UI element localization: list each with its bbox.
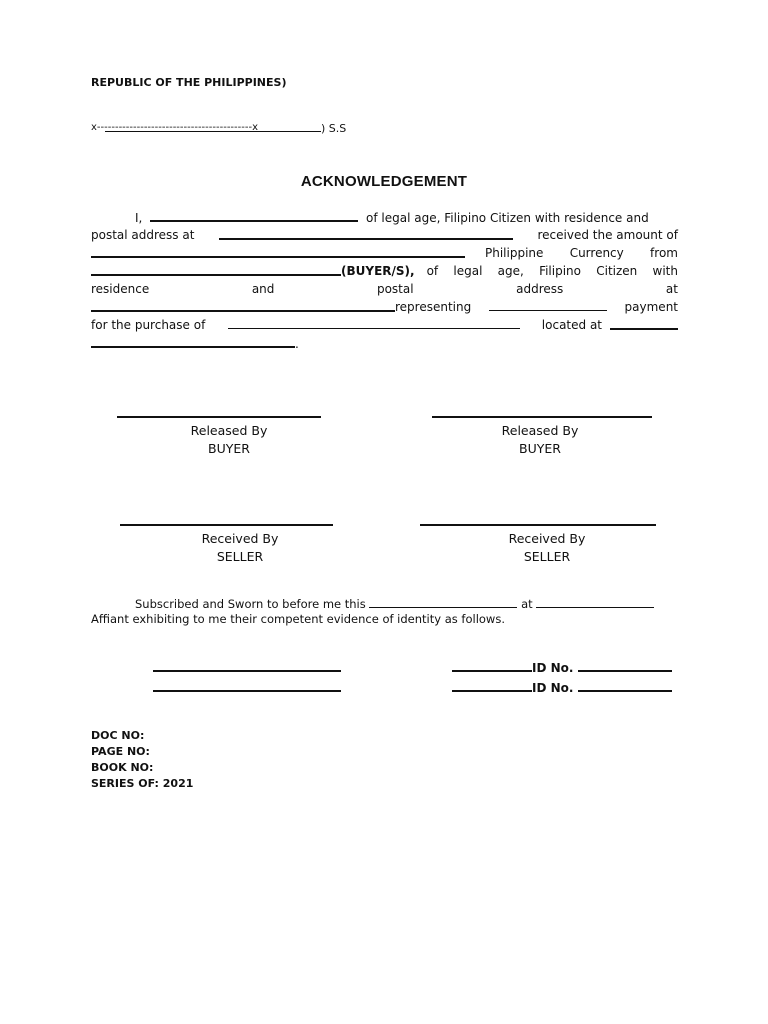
property-blank[interactable] xyxy=(228,316,520,329)
buyer-name-blank[interactable] xyxy=(91,262,341,276)
body-text: from xyxy=(650,246,678,260)
body-text: with xyxy=(652,264,678,278)
id-no-label: ID No. xyxy=(532,681,574,695)
id-row-1 xyxy=(452,658,672,675)
signature-line-received-left[interactable] xyxy=(120,524,333,526)
body-line-6 xyxy=(91,298,678,316)
body-text: located at xyxy=(541,318,603,332)
series: SERIES OF: 2021 xyxy=(91,777,194,790)
id-row-2 xyxy=(452,678,672,695)
body-text: at xyxy=(665,282,678,296)
jurat-line-2: Affiant exhibiting to me their competent evidence of identity as follows. xyxy=(91,612,505,626)
address-blank[interactable] xyxy=(219,226,513,240)
body-text: of xyxy=(426,264,439,278)
body-line-4 xyxy=(91,262,678,280)
affiant-name-row-2 xyxy=(153,678,341,695)
body-line-8 xyxy=(91,334,678,352)
body-text: Filipino xyxy=(539,264,581,278)
x-line: x-------------------------------------------x xyxy=(91,122,258,133)
body-line-3 xyxy=(91,244,678,262)
body-text: representing xyxy=(395,300,472,314)
book-no: BOOK NO: xyxy=(91,761,154,774)
signature-line-released-left[interactable] xyxy=(117,416,321,418)
amount-blank[interactable] xyxy=(91,244,465,258)
body-line-1 xyxy=(91,208,678,226)
buyer-label: (BUYER/S), xyxy=(341,264,415,278)
body-text: residence xyxy=(91,282,150,296)
id-number-blank[interactable] xyxy=(578,658,672,672)
jurat-date-blank[interactable] xyxy=(369,595,517,608)
jurat-text: Subscribed and Sworn to before me this xyxy=(135,597,366,611)
affiant-name-row-1 xyxy=(153,658,341,675)
location-blank-1[interactable] xyxy=(610,316,678,330)
buyer-label: BUYER xyxy=(208,441,250,456)
notarial-register xyxy=(91,728,193,792)
body-text: I, xyxy=(135,211,143,225)
body-text: and xyxy=(251,282,275,296)
body-line-5 xyxy=(91,280,678,298)
body-text: postal address at xyxy=(91,228,195,242)
acknowledgement-paragraph xyxy=(91,208,678,352)
affiant-name-blank[interactable] xyxy=(153,658,341,672)
body-text: for the purchase of xyxy=(91,318,206,332)
id-type-blank[interactable] xyxy=(452,678,532,692)
body-text: age, xyxy=(497,264,524,278)
id-number-blank[interactable] xyxy=(578,678,672,692)
representing-blank[interactable] xyxy=(489,298,607,311)
id-no-label: ID No. xyxy=(532,661,574,675)
body-line-7 xyxy=(91,316,678,334)
jurat-place-blank[interactable] xyxy=(536,595,654,608)
body-text: payment xyxy=(624,300,679,314)
name-blank[interactable] xyxy=(150,208,358,222)
body-text: Currency xyxy=(569,246,624,260)
released-by-label: Released By xyxy=(501,423,579,438)
doc-no: DOC NO: xyxy=(91,729,145,742)
jurat-line-1 xyxy=(91,595,654,611)
received-by-label: Received By xyxy=(508,531,586,546)
buyer-address-blank[interactable] xyxy=(91,298,395,312)
body-text: received the amount of xyxy=(537,228,678,242)
body-text: address xyxy=(516,282,564,296)
document-title: ACKNOWLEDGEMENT xyxy=(300,173,468,190)
signature-line-received-right[interactable] xyxy=(420,524,656,526)
body-text: . xyxy=(295,337,299,351)
affiant-name-blank[interactable] xyxy=(153,678,341,692)
location-blank-2[interactable] xyxy=(91,334,295,348)
body-text: legal xyxy=(453,264,483,278)
received-by-label: Received By xyxy=(201,531,279,546)
seller-label: SELLER xyxy=(216,549,264,564)
released-by-label: Released By xyxy=(190,423,268,438)
page-no: PAGE NO: xyxy=(91,745,150,758)
buyer-label: BUYER xyxy=(519,441,561,456)
seller-label: SELLER xyxy=(523,549,571,564)
jurat-text: at xyxy=(521,597,533,611)
body-text: Philippine xyxy=(485,246,544,260)
republic-header: REPUBLIC OF THE PHILIPPINES) xyxy=(91,76,287,89)
signature-line-released-right[interactable] xyxy=(432,416,652,418)
body-text: of legal age, Filipino Citizen with residence and xyxy=(366,211,649,225)
body-line-2 xyxy=(91,226,678,244)
id-type-blank[interactable] xyxy=(452,658,532,672)
ss-label: ) S.S xyxy=(321,122,347,135)
body-text: Citizen xyxy=(596,264,638,278)
body-text: postal xyxy=(376,282,414,296)
